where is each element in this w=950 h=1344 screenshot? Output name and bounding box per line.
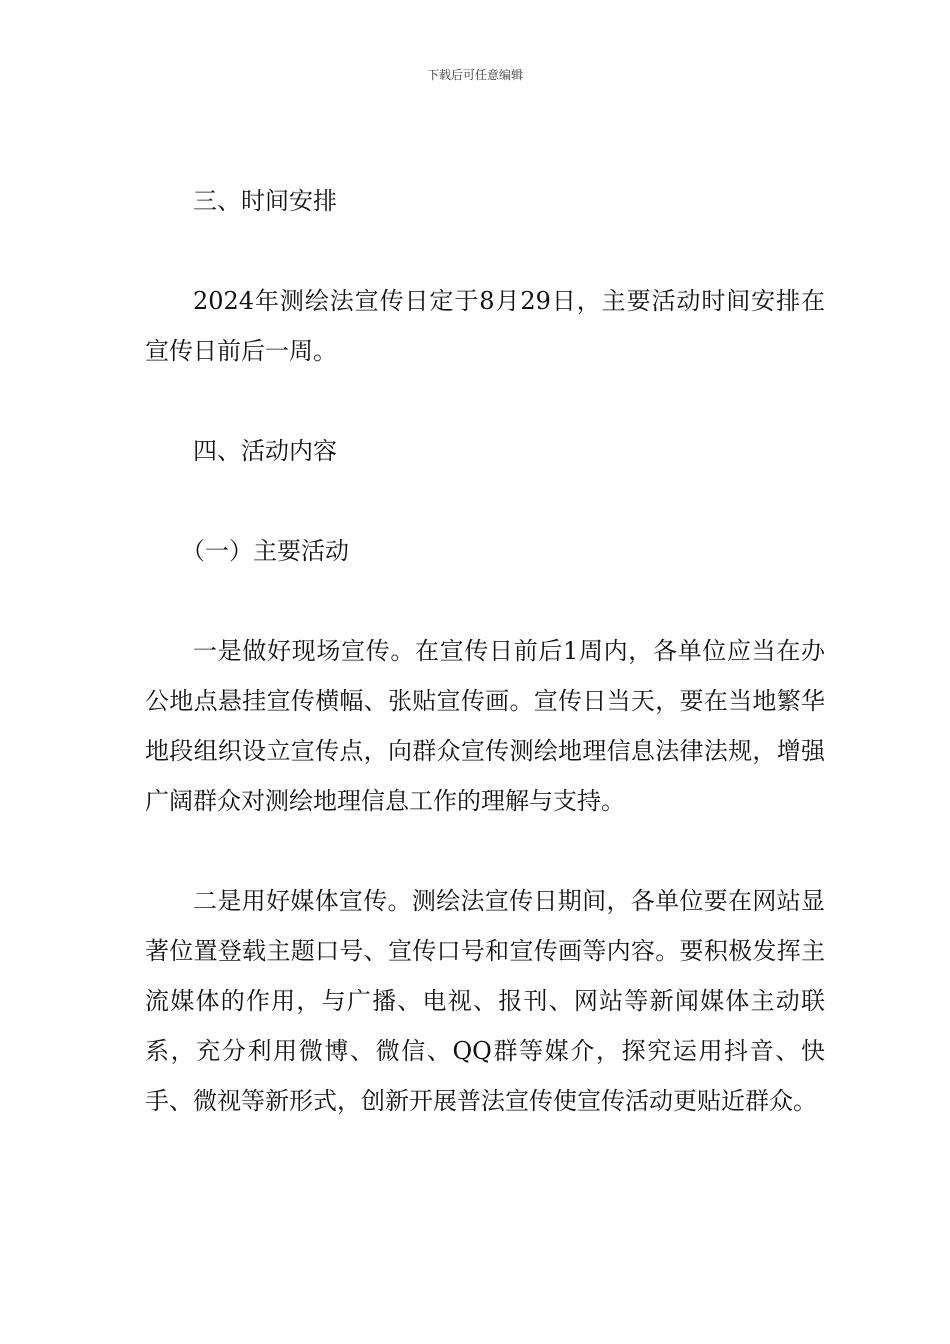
subsection-heading-main-activities: （一）主要活动 (181, 537, 349, 565)
schedule-paragraph: 2024年测绘法宣传日定于8月29日，主要活动时间安排在宣传日前后一周。 (145, 287, 825, 365)
section-heading-content: 四、活动内容 (193, 437, 337, 465)
onsite-promotion-paragraph: 一是做好现场宣传。在宣传日前后1周内，各单位应当在办公地点悬挂宣传横幅、张贴宣传画。宣传日当天，要在当地繁华地段组织设立宣传点，向群众宣传测绘地理信息法律法规，增强广阔群众对测绘地理信息工作的理解与支持。 (145, 637, 825, 815)
section-heading-schedule: 三、时间安排 (193, 187, 337, 215)
document-body (145, 176, 825, 1176)
media-promotion-paragraph: 二是用好媒体宣传。测绘法宣传日期间，各单位要在网站显著位置登载主题口号、宣传口号和宣传画等内容。要积极发挥主流媒体的作用，与广播、电视、报刊、网站等新闻媒体主动联系，充分利用微博、微信、QQ群等媒介，探究运用抖音、快手、微视等新形式，创新开展普法宣传使宣传活动更贴近群众。 (145, 887, 825, 1115)
page-header: 下载后可任意编辑 (426, 68, 523, 82)
